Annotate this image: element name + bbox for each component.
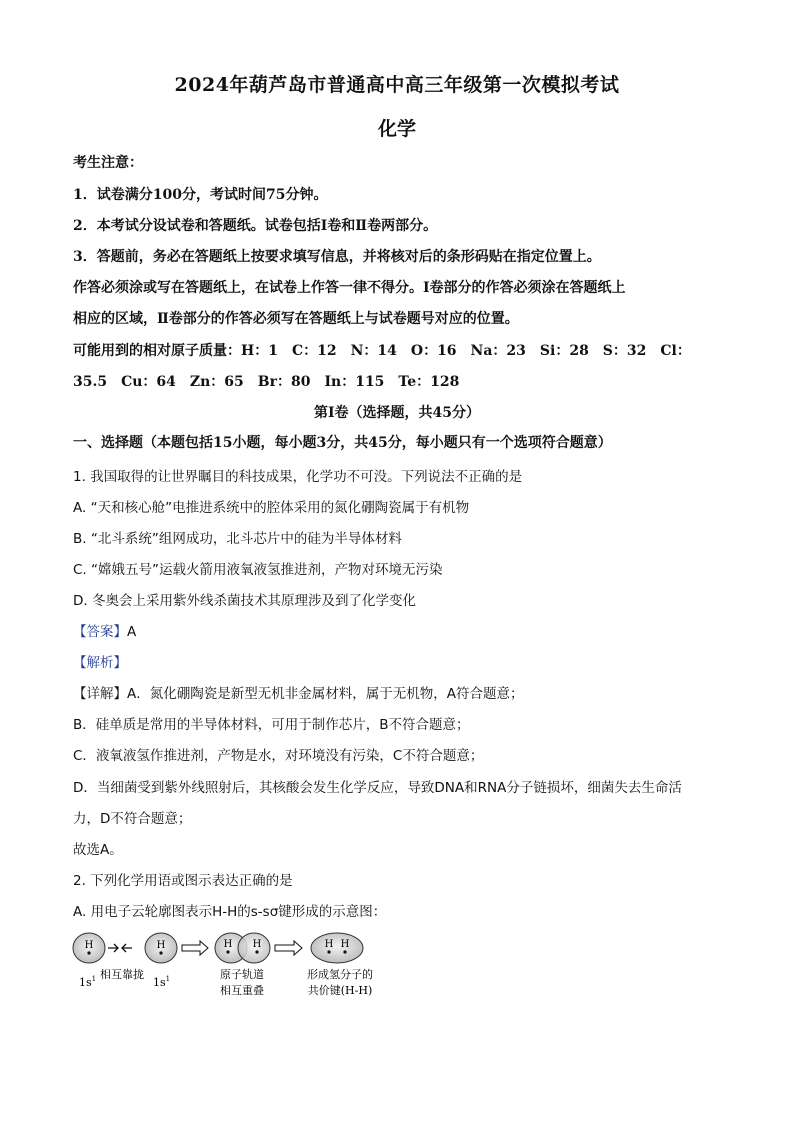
q1-option-c: C. “嫦娥五号”运载火箭用液氧液氢推进剂，产物对环境无污染 — [73, 562, 443, 578]
notice-paragraph-line-1: 作答必须涂或写在答题纸上，在试卷上作答一律不得分。Ⅰ卷部分的作答必须涂在答题纸上 — [73, 280, 626, 296]
atomic-mass-line-1: 可能用到的相对原子质量：H：1 C：12 N：14 O：16 Na：23 Si：28 S：32 Cl： — [73, 343, 691, 359]
q2-option-a: A. 用电子云轮廓图表示H-H的s-sσ键形成的示意图： — [73, 904, 387, 920]
step-label-overlap-2: 相互重叠 — [220, 984, 264, 997]
q1-answer — [73, 620, 136, 640]
notice-paragraph-line-2: 相应的区域，Ⅱ卷部分的作答必须写在答题纸上与试卷题号对应的位置。 — [73, 311, 519, 327]
q1-detail-line-5: 力，D不符合题意； — [73, 811, 192, 827]
arrow-1-icon — [182, 941, 208, 955]
h-label-6: H — [340, 939, 350, 950]
section-instruction: 一、选择题（本题包括15小题，每小题3分，共45分，每小题只有一个选项符合题意） — [73, 435, 612, 451]
q1-detail-line-6: 故选A。 — [73, 842, 123, 858]
q1-analysis-tag: 【解析】 — [73, 655, 127, 671]
notice-item-2: 2．本考试分设试卷和答题纸。试卷包括Ⅰ卷和Ⅱ卷两部分。 — [73, 218, 438, 234]
h-orbital-2 — [145, 933, 177, 963]
notice-item-3: 3．答题前，务必在答题纸上按要求填写信息，并将核对后的条形码贴在指定位置上。 — [73, 249, 601, 265]
atomic-mass-line-2: 35.5 Cu：64 Zn：65 Br：80 In：115 Te：128 — [73, 374, 460, 390]
q1-detail-line-4: D．当细菌受到紫外线照射后，其核酸会发生化学反应，导致DNA和RNA分子链损坏，细菌失去生命活 — [73, 780, 682, 796]
subject-title: 化学 — [377, 118, 416, 140]
q1-detail-line-1: 【详解】A．氮化硼陶瓷是新型无机非金属材料，属于无机物，A符合题意； — [73, 686, 524, 702]
q1-option-b: B. “北斗系统”组网成功，北斗芯片中的硅为半导体材料 — [73, 531, 402, 547]
notice-heading: 考生注意： — [73, 155, 143, 171]
h-label-2: H — [156, 940, 166, 951]
orbital-label-1: $1s^1$ — [79, 975, 97, 989]
overlapping-orbitals — [215, 933, 270, 963]
page-title: 2024年葫芦岛市普通高中高三年级第一次模拟考试 — [174, 74, 620, 96]
section-title: 第Ⅰ卷（选择题，共45分） — [313, 405, 481, 421]
approach-arrow — [108, 944, 132, 952]
answer-value: A — [127, 624, 137, 640]
h-orbital-1 — [73, 933, 105, 963]
q1-option-d: D. 冬奥会上采用紫外线杀菌技术其原理涉及到了化学变化 — [73, 593, 416, 609]
step-label-overlap-1: 原子轨道 — [220, 968, 264, 981]
h2-molecule — [311, 933, 363, 963]
q1-detail-line-2: B．硅单质是常用的半导体材料，可用于制作芯片，B不符合题意； — [73, 717, 470, 733]
step-label-bond-1: 形成氢分子的 — [307, 968, 373, 981]
q2-stem: 2. 下列化学用语或图示表达正确的是 — [73, 873, 293, 889]
answer-tag: 【答案】 — [73, 624, 127, 640]
q1-detail-line-3: C．液氧液氢作推进剂，产物是水，对环境没有污染，C不符合题意； — [73, 748, 484, 764]
orbital-label-2: $1s^1$ — [153, 975, 171, 989]
h-label-3: H — [223, 939, 233, 950]
h-label-1: H — [84, 940, 94, 951]
h-label-5: H — [324, 939, 334, 950]
sigma-bond-diagram — [70, 928, 400, 1008]
arrow-2-icon — [275, 941, 302, 955]
h-label-4: H — [252, 939, 262, 950]
q1-stem: 1. 我国取得的让世界瞩目的科技成果，化学功不可没。下列说法不正确的是 — [73, 469, 523, 485]
step-label-approach: 相互靠拢 — [100, 968, 144, 981]
step-label-bond-2: 共价键(H-H) — [307, 984, 373, 997]
q1-option-a: A. “天和核心舱”电推进系统中的腔体采用的氮化硼陶瓷属于有机物 — [73, 500, 470, 516]
notice-item-1: 1．试卷满分100分，考试时间75分钟。 — [73, 187, 328, 203]
